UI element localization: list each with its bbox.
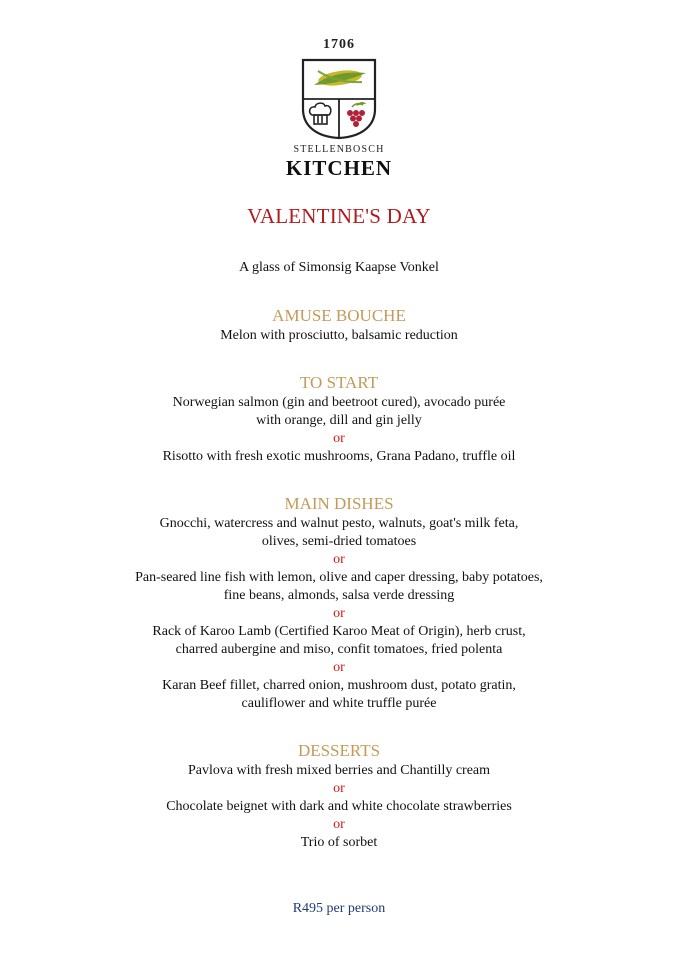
dish-line: charred aubergine and miso, confit tomatoes, fried polenta (175, 642, 503, 657)
or-separator: or (333, 431, 345, 446)
or-separator: or (333, 606, 345, 621)
menu-title: VALENTINE'S DAY (247, 204, 431, 228)
menu-section (0, 740, 678, 852)
logo-brand-main: KITCHEN (285, 156, 393, 180)
dish-line: Melon with prosciutto, balsamic reduction (220, 328, 458, 343)
or-separator: or (333, 817, 345, 832)
menu-section (0, 493, 678, 713)
section-title: TO START (299, 373, 379, 392)
dish-line: olives, semi-dried tomatoes (261, 534, 417, 549)
dish-line: fine beans, almonds, salsa verde dressing (223, 588, 455, 603)
dish-line: Pan-seared line fish with lemon, olive and caper dressing, baby potatoes, (135, 570, 543, 585)
dish-line: Trio of sorbet (300, 835, 378, 850)
or-separator: or (333, 660, 345, 675)
or-separator: or (333, 781, 345, 796)
menu-section (0, 305, 678, 345)
logo-year: 1706 (323, 37, 355, 52)
dish-line: Norwegian salmon (gin and beetroot cured), avocado purée (172, 395, 506, 410)
dish-line: with orange, dill and gin jelly (256, 413, 422, 428)
dish-line: Chocolate beignet with dark and white chocolate strawberries (166, 799, 512, 814)
section-title: DESSERTS (297, 741, 381, 760)
dish-line: cauliflower and white truffle purée (241, 696, 437, 711)
menu-section (0, 372, 678, 466)
dish-line: Gnocchi, watercress and walnut pesto, walnuts, goat's milk feta, (159, 516, 519, 531)
section-title: MAIN DISHES (284, 494, 394, 513)
aperitif-line: A glass of Simonsig Kaapse Vonkel (239, 260, 439, 275)
or-separator: or (333, 552, 345, 567)
logo (0, 36, 678, 180)
dish-line: Pavlova with fresh mixed berries and Chantilly cream (187, 763, 491, 778)
menu-sections (0, 305, 678, 879)
crest-icon (300, 57, 378, 141)
logo-brand-top: STELLENBOSCH (293, 144, 385, 155)
dish-line: Karan Beef fillet, charred onion, mushroom dust, potato gratin, (162, 678, 516, 693)
price-line: R495 per person (292, 901, 386, 916)
dish-line: Risotto with fresh exotic mushrooms, Grana Padano, truffle oil (162, 449, 516, 464)
section-title: AMUSE BOUCHE (272, 306, 406, 325)
dish-line: Rack of Karoo Lamb (Certified Karoo Meat of Origin), herb crust, (152, 624, 526, 639)
